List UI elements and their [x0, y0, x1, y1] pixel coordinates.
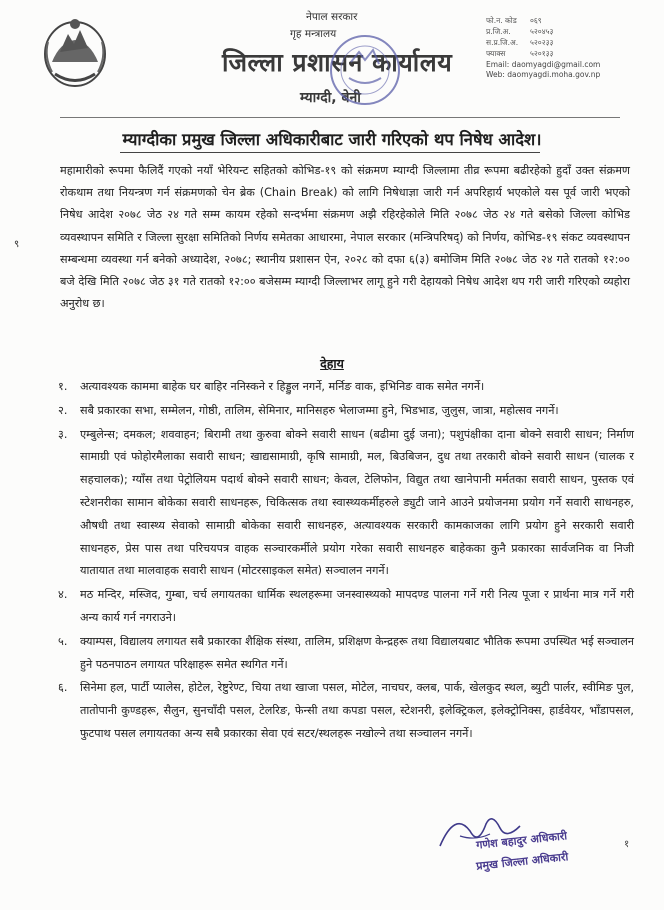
item-number: १. — [58, 380, 68, 393]
list-subheading: देहाय — [320, 356, 344, 371]
item-text: मठ मन्दिर, मस्जिद, गुम्बा, चर्च लगायतका धार्मिक स्थलहरूमा जनस्वास्थ्यको मापदण्ड पालना गर्ने गरी नित्य पूजा र प्रार्थना मात्र गर्ने गरी अन्य कार्य गर्न नगराउने। — [80, 588, 634, 624]
contact-row: फ्याक्स ५२०१३३ — [486, 49, 554, 58]
letterhead-divider — [60, 117, 620, 118]
government-name: नेपाल सरकार — [306, 11, 358, 23]
notice-heading: म्याग्दीका प्रमुख जिल्ला अधिकारीबाट जारी गरिएको थप निषेध आदेश। — [122, 130, 542, 149]
item-number: २. — [58, 403, 68, 417]
contact-row: फो.न. कोड ०६९ — [486, 16, 542, 25]
item-text: सबै प्रकारका सभा, सम्मेलन, गोष्ठी, तालिम, सेमिनार, मानिसहरु भेलाजम्मा हुने, भिडभाड, जुलुस, जात्रा, महोत्सव नगर्ने। — [80, 403, 559, 417]
item-text: एम्बुलेन्स; दमकल; शववाहन; बिरामी तथा कुरुवा बोक्ने सवारी साधन (बढीमा दुई जना); पशुपंक्षीका दाना बोक्ने सवारी साधन; निर्माण सामाग्री एवं फोहोरमैलाका सवारी साधन; खाद्यसामाग्री, कृषि सामाग्री, मल, बिउबिजन, दुध तथा तरकारी बोक्ने सवारी साधन (चालक र सहचालक); ग्याँस तथा पेट्रोलियम पदार्थ बोक्ने सवारी साधन; केवल, टेलिफोन, विद्युत तथा खानेपानी मर्मतका सवारी साधन, पुस्तक एवं स्टेशनरीका सामान बोकेका सवारी साधनहरू, चिकित्सक तथा स्वास्थ्यकर्मीहरुले ड्युटी जाने आउने प्रयोजनमा प्रयोग गर्ने सवारी साधनहरु, औषधी तथा स्वास्थ्य सेवाको सामाग्री बोकेका सवारी साधनहरु, अत्यावश्यक सरकारी कामकाजका लागि प्रयोग हुने सरकारी सवारी साधनहरु, प्रेस पास तथा परिचयपत्र वाहक सञ्चारकर्मीले प्रयोग गरेका सवारी साधनहरु बाहेकका कुनै प्रकारका सार्वजनिक वा निजी यातायात तथा मालवाहक सवारी साधन (मोटरसाइकल समेत) सञ्चालन नगर्ने। — [80, 427, 634, 578]
item-text: अत्यावश्यक काममा बाहेक घर बाहिर ननिस्कने र हिड्डुल नगर्ने, मर्निङ वाक, इभिनिङ वाक समेत नगर्ने। — [80, 380, 485, 393]
order-list — [58, 376, 634, 747]
item-number: ६. — [58, 681, 68, 695]
item-number: ४. — [58, 588, 68, 602]
district-name: म्याग्दी, बेनी — [300, 90, 361, 106]
heading-underline — [120, 152, 540, 153]
list-item — [58, 677, 634, 745]
list-item — [58, 376, 634, 399]
list-item — [58, 584, 634, 630]
page-number: १ — [624, 839, 630, 850]
office-title: जिल्ला प्रशासन कार्यालय — [222, 48, 453, 77]
list-item — [58, 400, 634, 423]
item-text: सिनेमा हल, पार्टी प्यालेस, होटेल, रेष्टुरेण्ट, चिया तथा खाजा पसल, मोटेल, नाचघर, क्लब, पार्क, खेलकुद स्थल, ब्युटी पार्लर, स्वीमिङ पुल, तातोपानी कुण्डहरू, सैलुन, सुनचाँदी पसल, टेलरिङ, फेन्सी तथा कपडा पसल, स्टेशनरी, इलेक्ट्रिकल, इलेक्ट्रोनिक्स, हार्डवेयर, भाँडापसल, फुटपाथ पसल लगायतका अन्य सबै प्रकारका सेवा एवं सटर/स्थलहरू नखोल्ने तथा सञ्चालन नगर्ने। — [80, 681, 634, 740]
signatory-name: गणेश बहादुर अधिकारी — [475, 829, 568, 852]
contact-block — [486, 15, 600, 79]
contact-row: प्र.जि.अ. ५२०४५३ — [486, 27, 554, 36]
item-number: ५. — [58, 634, 68, 648]
notice-paragraph: महामारीको रूपमा फैलिदैं गएको नयाँ भेरियन्ट सहितको कोभिड-१९ को संक्रमण म्याग्दी जिल्लामा तीव्र रूपमा बढीरहेको हुदाँ उक्त संक्रमण रोकथाम तथा नियन्त्रण गर्न संक्रमणको चेन ब्रेक (Chain Break) को लागि निषेधाज्ञा जारी गर्न अपरिहार्य भएकोले यस पूर्व जारी भएको निषेध आदेश २०७८ जेठ २४ गते सम्म कायम रहेको सन्दर्भमा संक्रमण अझै रहिरहेकोले मिति २०७८ जेठ २४ गते बसेको जिल्ला कोभिड व्यवस्थापन समिति र जिल्ला सुरक्षा समितिको निर्णय समेतका आधारमा, नेपाल सरकार (मन्त्रिपरिषद्) को निर्णय, कोभिड-१९ संकट व्यवस्थापन सम्बन्धमा व्यवस्था गर्न बनेको अध्यादेश, २०७८; स्थानीय प्रशासन ऐन, २०२८ को दफा ६(३) बमोजिम मिति २०७८ जेठ २४ गते रातको १२:०० बजे देखि मिति २०७८ जेठ ३१ गते रातको १२:०० बजेसम्म म्याग्दी जिल्लाभर लागू हुने गरी देहायको निषेध आदेश थप गरी जारी गरिएको व्यहोरा अनुरोध छ। — [60, 164, 630, 311]
item-number: ३. — [58, 427, 68, 441]
contact-web: Web: daomyagdi.moha.gov.np — [486, 70, 601, 79]
contact-row: स.प्र.जि.अ. ५२०२३३ — [486, 38, 554, 47]
list-item — [58, 424, 634, 584]
signatory-title: प्रमुख जिल्ला अधिकारी — [475, 850, 569, 873]
list-item — [58, 631, 634, 677]
office-stamp-icon — [315, 22, 415, 122]
margin-mark: ९ — [14, 239, 20, 250]
nepal-emblem-icon — [40, 12, 110, 92]
ministry-name: गृह मन्त्रालय — [290, 28, 337, 40]
item-text: क्याम्पस, विद्यालय लगायत सबै प्रकारका शैक्षिक संस्था, तालिम, प्रशिक्षण केन्द्रहरू तथा विद्यालयबाट भौतिक रूपमा उपस्थित भई सञ्चालन हुने पठनपाठन लगायत परिक्षाहरू समेत स्थगित गर्ने। — [80, 634, 634, 671]
contact-email: Email: daomyagdi@gmail.com — [486, 60, 601, 69]
